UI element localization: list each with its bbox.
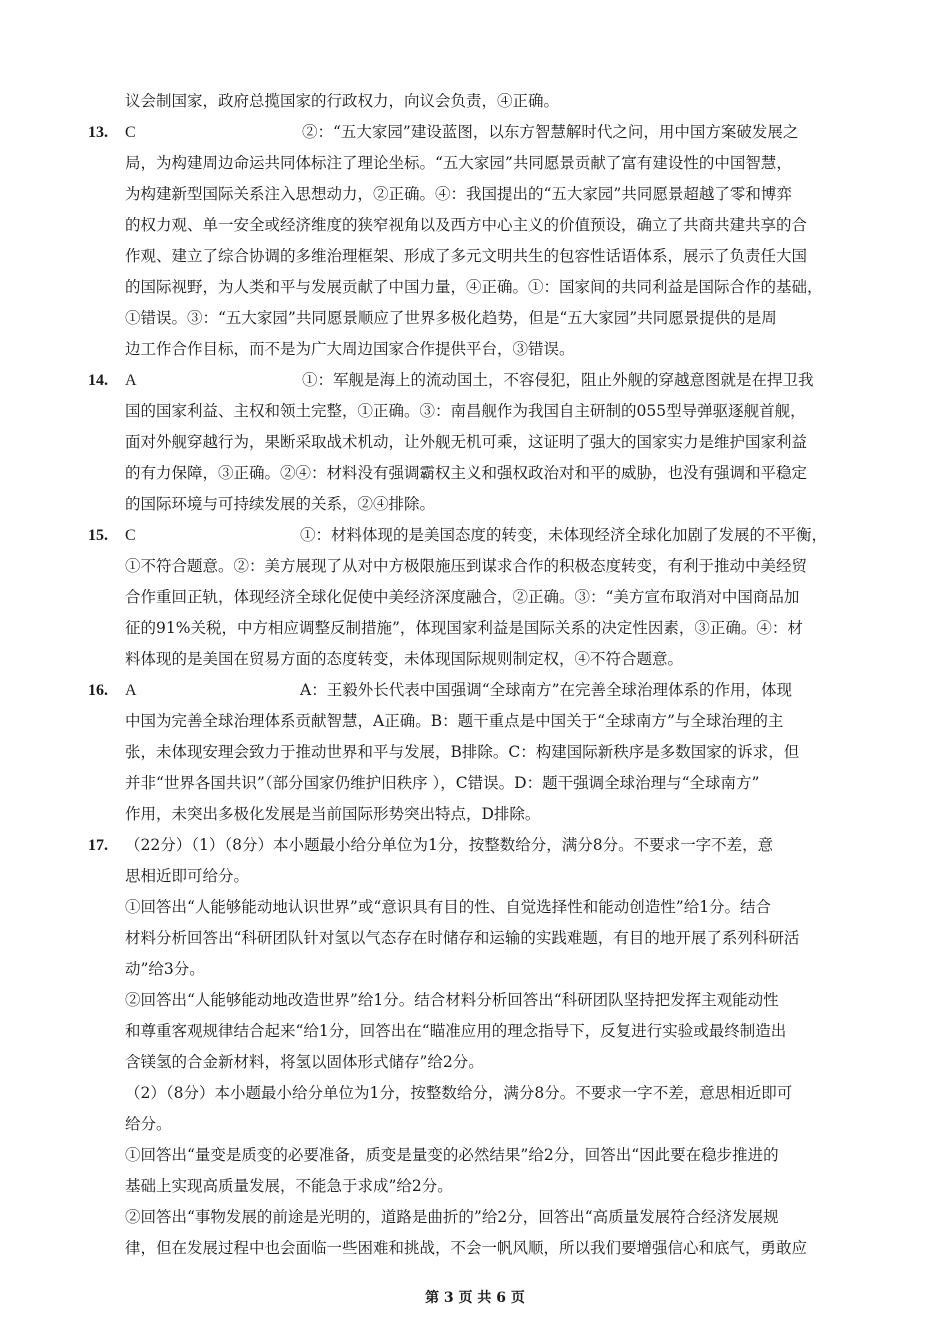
text-line: 征的91%关税，中方相应调整反制措施”，体现国家利益是国际关系的决定性因素，③正确。④：材 — [125, 619, 803, 637]
text-line: 作用，未突出多极化发展是当前国际形势突出特点，D排除。 — [125, 805, 541, 823]
text-line: 合作重回正轨，体现经济全球化促使中美经济深度融合，②正确。③：“美方宣布取消对中国商品加 — [125, 588, 800, 606]
text-line: ①不符合题意。②：美方展现了从对中方极限施压到谋求合作的积极态度转变，有利于推动中美经贸 — [125, 557, 808, 575]
text-line: 议会制国家，政府总揽国家的行政权力，向议会负责，④正确。 — [125, 92, 560, 110]
question-explanation-head: ①：军舰是海上的流动国土，不容侵犯，阻止外舰的穿越意图就是在捍卫我 — [302, 371, 814, 389]
text-line: 的国际环境与可持续发展的关系，②④排除。 — [125, 495, 436, 513]
question-explanation-head: A：王毅外长代表中国强调“全球南方”在完善全球治理体系的作用，体现 — [300, 681, 793, 699]
text-line: 材料分析回答出“科研团队针对氢以气态存在时储存和运输的实践难题，有目的地开展了系列科研活 — [125, 929, 800, 947]
text-line: 的权力观、单一安全或经济维度的狭窄视角以及西方中心主义的价值预设，确立了共商共建共享的合 — [125, 216, 808, 234]
text-line: 中国为完善全球治理体系贡献智慧，A正确。B：题干重点是中国关于“全球南方”与全球治理的主 — [125, 712, 784, 730]
text-line: 基础上实现高质量发展，不能急于求成”给2分。 — [125, 1177, 453, 1195]
answer-letter: A — [125, 682, 137, 699]
text-line: ①回答出“量变是质变的必要准备，质变是量变的必然结果”给2分，回答出“因此要在稳步推进的 — [125, 1146, 779, 1164]
text-line: 的有力保障，③正确。②④：材料没有强调霸权主义和强权政治对和平的威胁，也没有强调和平稳定 — [125, 464, 808, 482]
page-footer: 第 3 页 共 6 页 — [425, 1290, 525, 1306]
text-line: 局，为构建周边命运共同体标注了理论坐标。“五大家园”共同愿景贡献了富有建设性的中国智慧， — [125, 154, 792, 172]
text-line: ②回答出“事物发展的前途是光明的，道路是曲折的”给2分，回答出“高质量发展符合经济发展规 — [125, 1208, 779, 1226]
text-line: 含镁氢的合金新材料，将氢以固体形式储存”给2分。 — [125, 1053, 484, 1071]
text-line: ①错误。③：“五大家园”共同愿景顺应了世界多极化趋势，但是“五大家园”共同愿景提供的是周 — [125, 309, 777, 327]
text-line: 思相近即可给分。 — [125, 867, 250, 885]
question-number: 13. — [88, 124, 108, 141]
question-number: 17. — [88, 837, 108, 854]
question-number: 16. — [88, 682, 108, 699]
text-line: 边工作合作目标，而不是为广大周边国家合作提供平台，③错误。 — [125, 340, 575, 358]
question-explanation-head: ②：“五大家园”建设蓝图，以东方智慧解时代之问，用中国方案破发展之 — [302, 123, 799, 141]
text-line: 的国际视野，为人类和平与发展贡献了中国力量，④正确。①：国家间的共同利益是国际合作的基础， — [125, 278, 823, 296]
text-line: 面对外舰穿越行为，果断采取战术机动，让外舰无机可乘，这证明了强大的国家实力是维护国家利益 — [125, 433, 808, 451]
text-line: 和尊重客观规律结合起来“给1分，回答出在“瞄准应用的理念指导下，反复进行实验或最终制造出 — [125, 1022, 787, 1040]
answer-letter: C — [125, 527, 136, 544]
answer-letter: C — [125, 124, 136, 141]
text-line: ②回答出“人能够能动地改造世界”给1分。结合材料分析回答出“科研团队坚持把发挥主观能动性 — [125, 991, 779, 1009]
text-line: 为构建新型国际关系注入思想动力，②正确。④：我国提出的“五大家园”共同愿景超越了零和博弈 — [125, 185, 792, 203]
text-line: （2）（8分）本小题最小给分单位为1分，按整数给分，满分8分。不要求一字不差，意思相近即可 — [125, 1084, 793, 1102]
text-line: 作观、建立了综合协调的多维治理框架、形成了多元文明共生的包容性话语体系，展示了负责任大国 — [125, 247, 808, 265]
question-explanation-head: （22分）（1）（8分）本小题最小给分单位为1分，按整数给分，满分8分。不要求一字不差，意 — [125, 836, 774, 854]
text-line: 给分。 — [125, 1115, 172, 1133]
answer-letter: A — [125, 372, 137, 389]
text-line: 动”给3分。 — [125, 960, 205, 978]
text-line: 律，但在发展过程中也会面临一些困难和挑战，不会一帆风顺，所以我们要增强信心和底气，勇敢应 — [125, 1239, 808, 1257]
question-number: 15. — [88, 527, 108, 544]
text-line: 料体现的是美国在贸易方面的态度转变，未体现国际规则制定权，④不符合题意。 — [125, 650, 684, 668]
text-line: ①回答出“人能够能动地认识世界”或“意识具有目的性、自觉选择性和能动创造性”给1分。结合 — [125, 898, 772, 916]
text-line: 并非“世界各国共识”（部分国家仍维护旧秩序 ），C错误。D：题干强调全球治理与“全球南方” — [125, 774, 760, 792]
question-number: 14. — [88, 372, 108, 389]
text-line: 张，未体现安理会致力于推动世界和平与发展，B排除。C：构建国际新秩序是多数国家的诉求，但 — [125, 743, 800, 761]
text-line: 国的国家利益、主权和领土完整，①正确。③：南昌舰作为我国自主研制的055型导弹驱逐舰首舰， — [125, 402, 806, 420]
question-explanation-head: ①：材料体现的是美国态度的转变，未体现经济全球化加剧了发展的不平衡， — [300, 526, 828, 544]
